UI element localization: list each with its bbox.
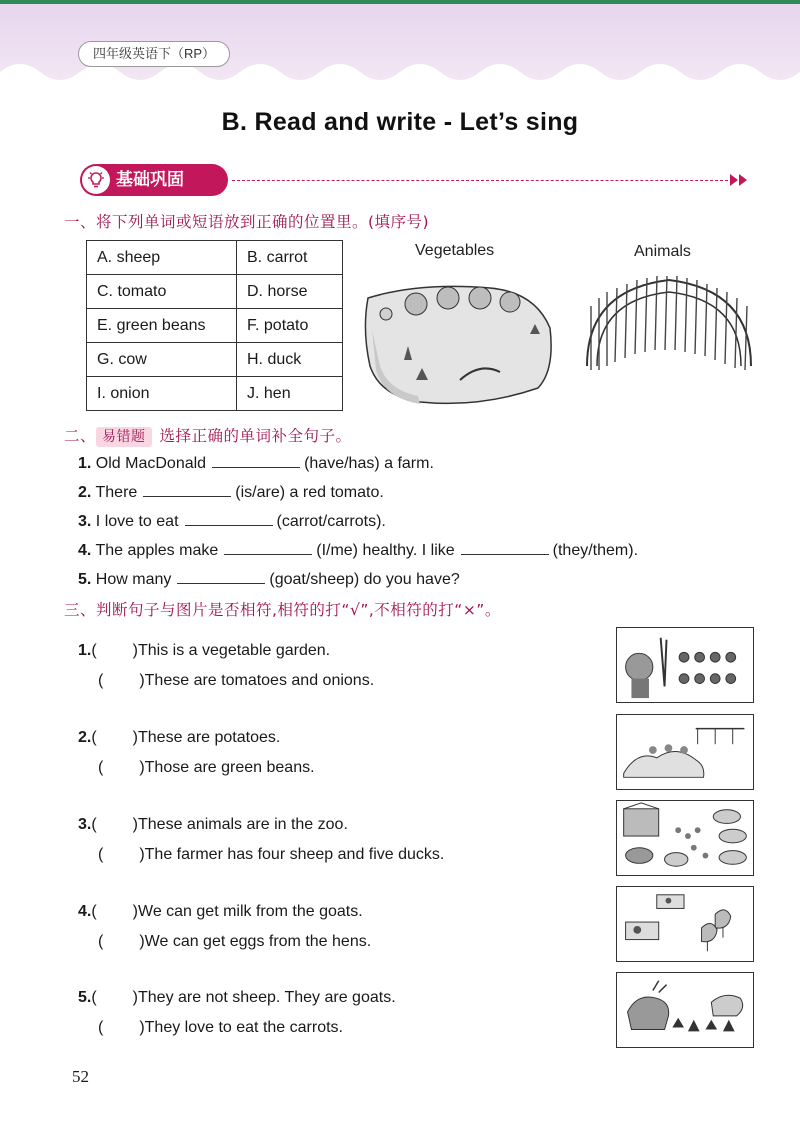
section-badge: [80, 164, 228, 196]
part2-heading: 选择正确的单词补全句子。: [159, 427, 352, 445]
judge-item-2b: [98, 759, 315, 777]
judge-item-5b: [98, 1019, 343, 1037]
question-text: Old MacDonald: [95, 455, 207, 472]
question-text: (is/are) a red tomato.: [235, 484, 384, 501]
judge-item-5a: [78, 989, 396, 1007]
close-paren: ): [132, 989, 138, 1006]
judge-item-3a: [78, 816, 348, 834]
book-label: 四年级英语下（RP）: [78, 41, 230, 67]
table-cell: C. tomato: [87, 275, 237, 309]
judge-item-4b: [98, 933, 371, 951]
answer-blank[interactable]: [185, 512, 273, 526]
open-paren: (: [91, 729, 97, 746]
judge-item-4a: [78, 903, 363, 921]
fill-question-1: [78, 454, 434, 473]
open-paren: (: [98, 933, 104, 950]
question-number: 4.: [78, 903, 92, 920]
statement: These animals are in the zoo.: [138, 816, 348, 833]
table-cell: H. duck: [237, 343, 343, 377]
close-paren: ): [139, 846, 145, 863]
statement: They are not sheep. They are goats.: [138, 989, 396, 1006]
animal-fence-illustration: [583, 266, 755, 376]
open-paren: (: [98, 1019, 104, 1036]
table-row: [87, 309, 343, 343]
question-text: (they/them).: [552, 542, 639, 559]
fill-question-4: [78, 541, 638, 560]
question-number: 5.: [78, 989, 92, 1006]
question-text: (have/has) a farm.: [304, 455, 434, 472]
dashed-divider: [232, 180, 728, 181]
judge-item-1b: [98, 672, 374, 690]
close-paren: ): [139, 1019, 145, 1036]
question-text: I love to eat: [95, 513, 179, 530]
question-number: 3.: [78, 513, 92, 530]
question-number: 3.: [78, 816, 92, 833]
vegetables-label: Vegetables: [415, 242, 495, 259]
table-row: [87, 241, 343, 275]
close-paren: ): [139, 933, 145, 950]
open-paren: (: [91, 903, 97, 920]
question-text: How many: [95, 571, 172, 588]
badge-label: 基础巩固: [116, 170, 184, 190]
lightbulb-icon: [82, 166, 110, 194]
picture-goats-carrots: [616, 972, 754, 1048]
question-text: (goat/sheep) do you have?: [269, 571, 460, 588]
fill-question-2: [78, 483, 384, 502]
open-paren: (: [98, 846, 104, 863]
animals-label: Animals: [634, 243, 691, 260]
part3-heading: 三、判断句子与图片是否相符,相符的打“√”,不相符的打“×”。: [64, 601, 501, 619]
statement: We can get milk from the goats.: [138, 903, 363, 920]
question-text: (carrot/carrots).: [276, 513, 386, 530]
vegetable-garden-illustration: [360, 270, 560, 410]
error-prone-tag: 易错题: [96, 427, 152, 447]
picture-farm-sheep-ducks: [616, 800, 754, 876]
open-paren: (: [98, 672, 104, 689]
statement: Those are green beans.: [144, 759, 315, 776]
table-cell: D. horse: [237, 275, 343, 309]
close-paren: ): [139, 672, 145, 689]
open-paren: (: [91, 816, 97, 833]
open-paren: (: [98, 759, 104, 776]
fill-question-5: [78, 570, 460, 589]
judge-item-3b: [98, 846, 444, 864]
picture-cows-hens: [616, 886, 754, 962]
statement: We can get eggs from the hens.: [144, 933, 372, 950]
answer-blank[interactable]: [461, 541, 549, 555]
close-paren: ): [132, 816, 138, 833]
table-cell: E. green beans: [87, 309, 237, 343]
question-text: There: [95, 484, 138, 501]
question-text: The apples make: [95, 542, 219, 559]
open-paren: (: [91, 642, 97, 659]
close-paren: ): [132, 642, 138, 659]
statement: This is a vegetable garden.: [138, 642, 331, 659]
judge-item-2a: [78, 729, 280, 747]
double-arrow-icon: [728, 172, 752, 188]
question-number: 2.: [78, 484, 92, 501]
question-number: 4.: [78, 542, 92, 559]
close-paren: ): [132, 729, 138, 746]
statement: These are tomatoes and onions.: [144, 672, 375, 689]
table-cell: B. carrot: [237, 241, 343, 275]
page-number: 52: [72, 1067, 89, 1086]
question-number: 1.: [78, 455, 92, 472]
question-number: 2.: [78, 729, 92, 746]
picture-rabbits-bush: [616, 714, 754, 790]
close-paren: ): [132, 903, 138, 920]
table-cell: J. hen: [237, 377, 343, 411]
table-row: [87, 343, 343, 377]
answer-blank[interactable]: [143, 483, 231, 497]
judge-item-1a: [78, 642, 330, 660]
picture-garden-farmer: [616, 627, 754, 703]
fill-question-3: [78, 512, 386, 531]
question-text: (I/me) healthy. I like: [316, 542, 455, 559]
statement: They love to eat the carrots.: [144, 1019, 343, 1036]
table-row: [87, 275, 343, 309]
table-row: [87, 377, 343, 411]
table-cell: G. cow: [87, 343, 237, 377]
page-title: B. Read and write - Let’s sing: [221, 108, 579, 136]
answer-blank[interactable]: [212, 454, 300, 468]
part1-heading: 一、将下列单词或短语放到正确的位置里。(填序号): [64, 213, 430, 231]
statement: These are potatoes.: [138, 729, 281, 746]
table-cell: I. onion: [87, 377, 237, 411]
question-number: 1.: [78, 642, 92, 659]
table-cell: A. sheep: [87, 241, 237, 275]
part2-heading-row: [64, 424, 352, 447]
open-paren: (: [91, 989, 97, 1006]
word-table: [86, 240, 343, 411]
part2-prefix: 二、: [64, 427, 97, 445]
statement: The farmer has four sheep and five ducks.: [144, 846, 445, 863]
question-number: 5.: [78, 571, 92, 588]
table-cell: F. potato: [237, 309, 343, 343]
close-paren: ): [139, 759, 145, 776]
answer-blank[interactable]: [177, 570, 265, 584]
answer-blank[interactable]: [224, 541, 312, 555]
